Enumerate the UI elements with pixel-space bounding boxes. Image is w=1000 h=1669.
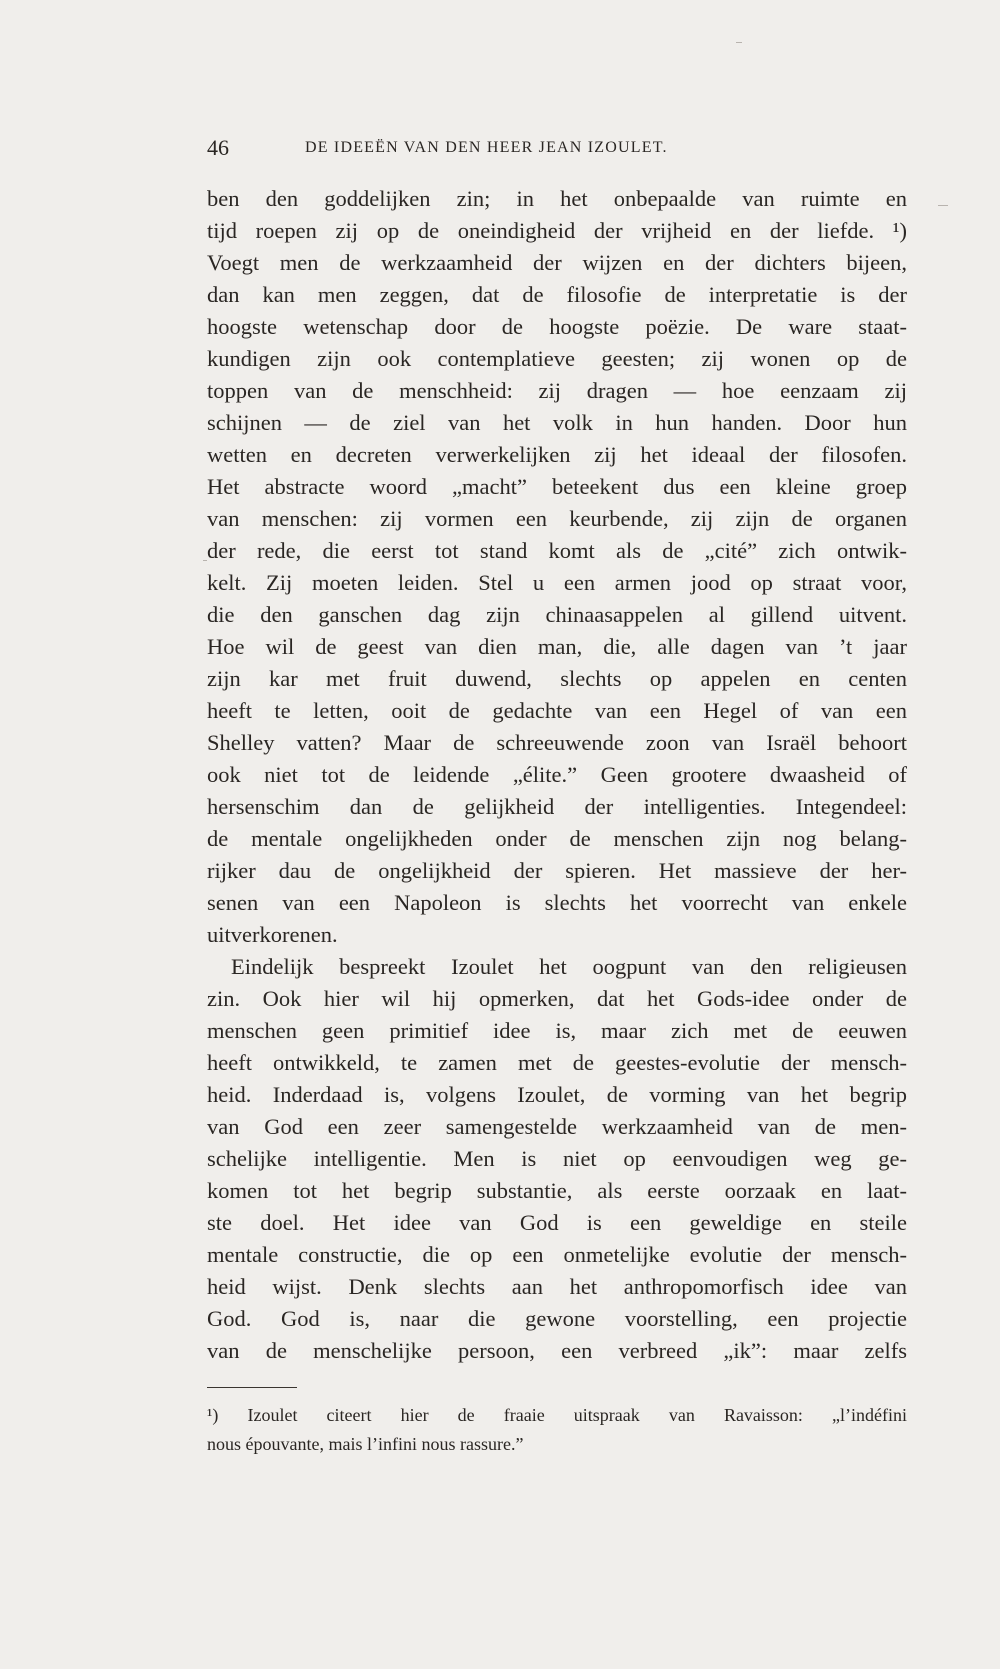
paper-speck	[203, 560, 207, 561]
text-line: mentale constructie, die op een onmetelijke evolutie der mensch-	[207, 1242, 907, 1267]
text-line-paragraph-start: Eindelijk bespreekt Izoulet het oogpunt van den religieusen	[231, 954, 907, 979]
text-line: tijd roepen zij op de oneindigheid der vrijheid en der liefde. ¹)	[207, 218, 907, 243]
text-line: dan kan men zeggen, dat de filosofie de interpretatie is der	[207, 282, 907, 307]
text-line: wetten en decreten verwerkelijken zij het ideaal der filosofen.	[207, 442, 907, 467]
text-line: die den ganschen dag zijn chinaasappelen al gillend uitvent.	[207, 602, 907, 627]
text-line: zin. Ook hier wil hij opmerken, dat het Gods-idee onder de	[207, 986, 907, 1011]
running-header	[207, 131, 807, 165]
text-line: ook niet tot de leidende „élite.” Geen grootere dwaasheid of	[207, 762, 907, 787]
text-line: kundigen zijn ook contemplatieve geesten; zij wonen op de	[207, 346, 907, 371]
text-line: senen van een Napoleon is slechts het voorrecht van enkele	[207, 890, 907, 915]
text-line: schelijke intelligentie. Men is niet op eenvoudigen weg ge-	[207, 1146, 907, 1171]
text-line: van de menschelijke persoon, een verbreed „ik”: maar zelfs	[207, 1338, 907, 1363]
text-line: Het abstracte woord „macht” beteekent dus een kleine groep	[207, 474, 907, 499]
text-line: Hoe wil de geest van dien man, die, alle dagen van ’t jaar	[207, 634, 907, 659]
running-title: DE IDEEËN VAN DEN HEER JEAN IZOULET.	[305, 139, 668, 156]
text-line: komen tot het begrip substantie, als eerste oorzaak en laat-	[207, 1178, 907, 1203]
body-text	[207, 183, 907, 1367]
text-line: hoogste wetenschap door de hoogste poëzie. De ware staat-	[207, 314, 907, 339]
paper-speck	[938, 205, 948, 206]
page-number: 46	[207, 135, 229, 160]
text-line: ben den goddelijken zin; in het onbepaalde van ruimte en	[207, 186, 907, 211]
footnote-line: nous épouvante, mais l’infini nous rassure.”	[207, 1434, 524, 1454]
text-line: God. God is, naar die gewone voorstelling, een projectie	[207, 1306, 907, 1331]
text-line-paragraph-end: uitverkorenen.	[207, 922, 338, 947]
paper-speck	[736, 42, 742, 43]
text-line: schijnen — de ziel van het volk in hun handen. Door hun	[207, 410, 907, 435]
text-line: heeft te letten, ooit de gedachte van een Hegel of van een	[207, 698, 907, 723]
footnote-divider	[207, 1387, 297, 1388]
text-line: hersenschim dan de gelijkheid der intelligenties. Integendeel:	[207, 794, 907, 819]
text-line: heeft ontwikkeld, te zamen met de geestes-evolutie der mensch-	[207, 1050, 907, 1075]
text-line: ste doel. Het idee van God is een geweldige en steile	[207, 1210, 907, 1235]
text-line: heid wijst. Denk slechts aan het anthropomorfisch idee van	[207, 1274, 907, 1299]
text-line: van menschen: zij vormen een keurbende, zij zijn de organen	[207, 506, 907, 531]
text-line: toppen van de menschheid: zij dragen — hoe eenzaam zij	[207, 378, 907, 403]
footnote-line: ¹) Izoulet citeert hier de fraaie uitspraak van Ravaisson: „l’indéfini	[207, 1405, 907, 1425]
text-line: der rede, die eerst tot stand komt als de „cité” zich ontwik-	[207, 538, 907, 563]
text-line: heid. Inderdaad is, volgens Izoulet, de vorming van het begrip	[207, 1082, 907, 1107]
text-line: zijn kar met fruit duwend, slechts op appelen en centen	[207, 666, 907, 691]
text-line: menschen geen primitief idee is, maar zich met de eeuwen	[207, 1018, 907, 1043]
text-line: kelt. Zij moeten leiden. Stel u een armen jood op straat voor,	[207, 570, 907, 595]
text-line: Voegt men de werkzaamheid der wijzen en der dichters bijeen,	[207, 250, 907, 275]
text-line: van God een zeer samengestelde werkzaamheid van de men-	[207, 1114, 907, 1139]
text-line: rijker dau de ongelijkheid der spieren. Het massieve der her-	[207, 858, 907, 883]
text-line: de mentale ongelijkheden onder de menschen zijn nog belang-	[207, 826, 907, 851]
text-line: Shelley vatten? Maar de schreeuwende zoon van Israël behoort	[207, 730, 907, 755]
footnote	[207, 1401, 907, 1459]
